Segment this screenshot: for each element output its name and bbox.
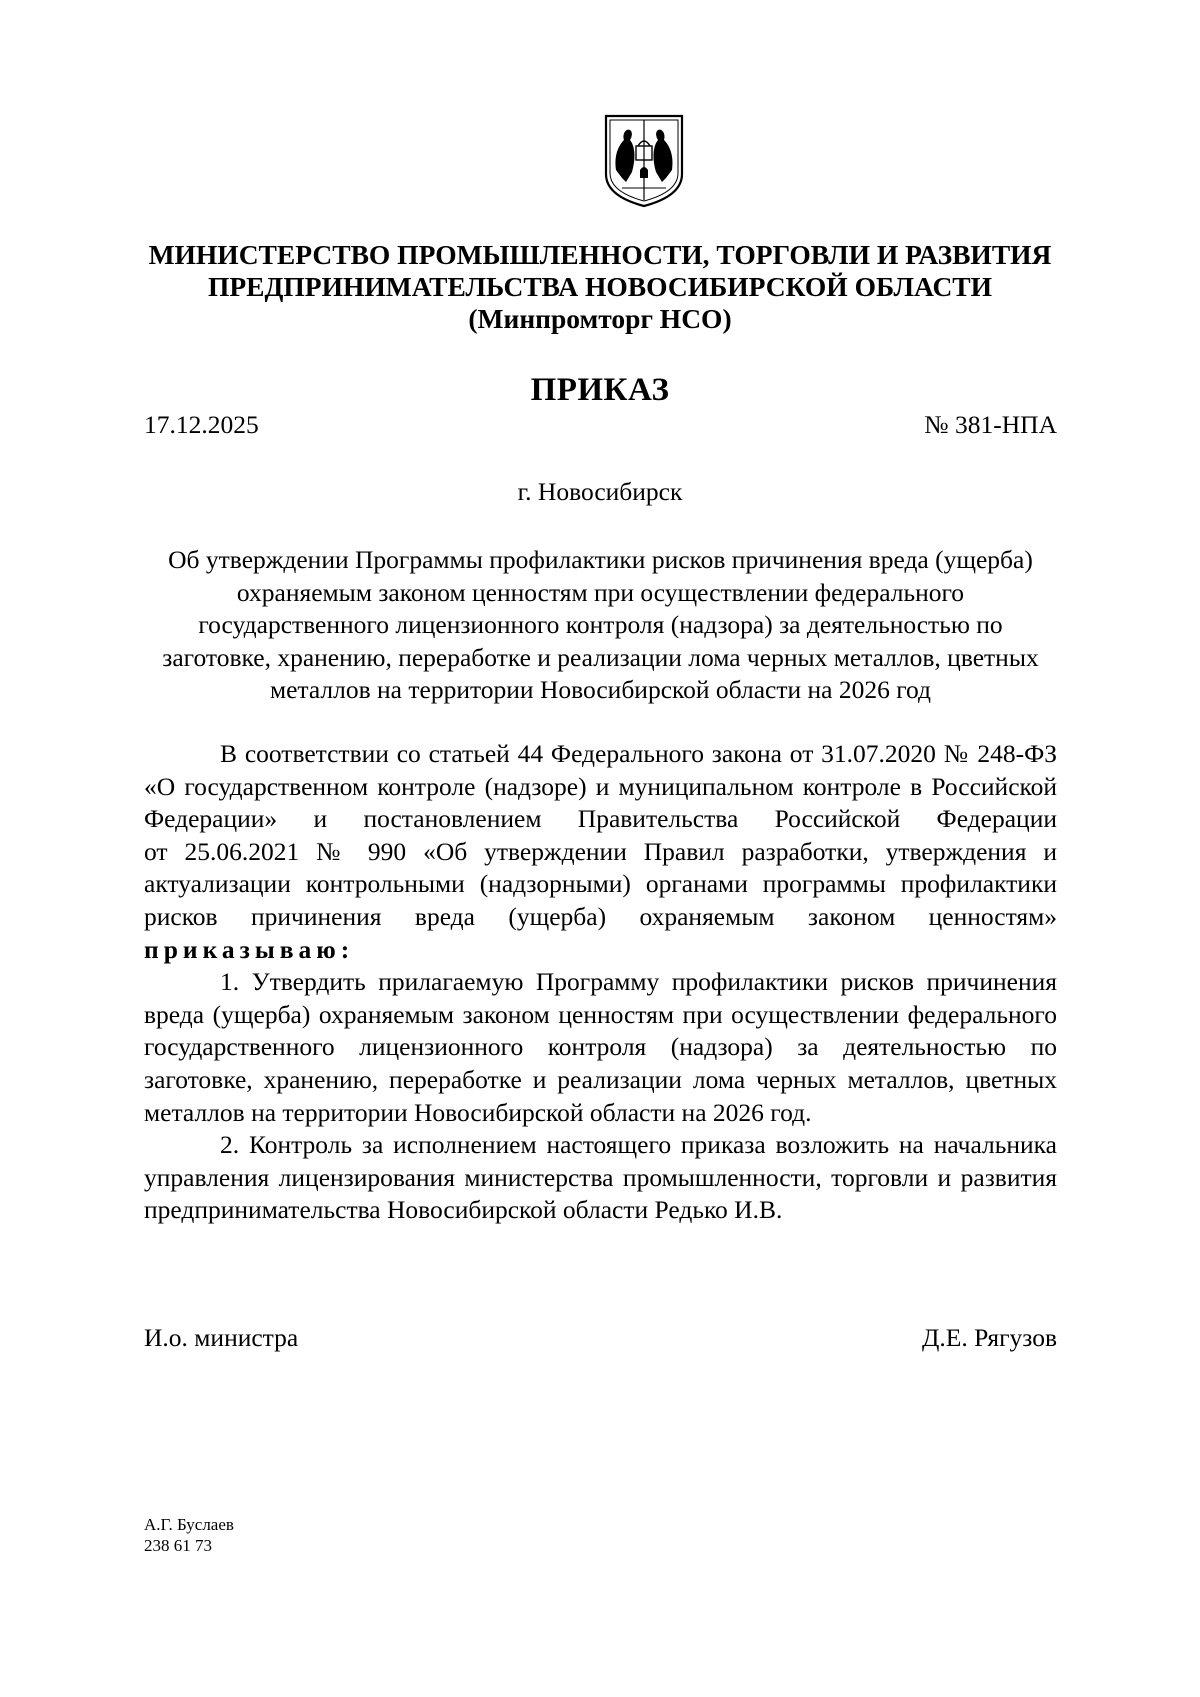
executor-name: А.Г. Буслаев (144, 1515, 234, 1534)
preamble-line: от 25.06.2021 № 990 «Об утверждении Правил разработки, утверждения и (144, 836, 1057, 866)
item-1-line: металлов на территории Новосибирской области на 2026 год. (144, 1097, 812, 1127)
subject-line: металлов на территории Новосибирской области на 2026 год (269, 675, 932, 705)
item-2-line: предпринимательства Новосибирской области Редько И.В. (144, 1195, 783, 1225)
document-type-title: ПРИКАЗ (530, 372, 670, 408)
item-1-line: заготовке, хранению, переработке и реализации лома черных металлов, цветных (144, 1064, 1057, 1094)
order-word: приказываю: (144, 934, 355, 964)
preamble-line: рисков причинения вреда (ущерба) охраняемым законом ценностям» (144, 901, 1057, 931)
document-date: 17.12.2025 (144, 410, 259, 439)
item-1-line: вреда (ущерба) охраняемым законом ценностям при осуществлении федерального (144, 999, 1057, 1029)
executor-phone: 238 61 73 (144, 1536, 212, 1555)
executor-info (144, 1514, 234, 1556)
document-number: № 381-НПА (924, 410, 1057, 439)
item-2-line: 2. Контроль за исполнением настоящего приказа возложить на начальника (220, 1130, 1057, 1160)
preamble-line: Федерации» и постановлением Правительства Российской Федерации (144, 804, 1057, 834)
subject-line: государственного лицензионного контроля (надзора) за деятельностью по (198, 610, 1003, 640)
ministry-short-name: (Минпромторг НСО) (468, 303, 732, 334)
item-2-line: управления лицензирования министерства промышленности, торговли и развития (144, 1162, 1057, 1192)
preamble-line: актуализации контрольными (надзорными) органами программы профилактики (144, 869, 1057, 899)
subject-line: Об утверждении Программы профилактики рисков причинения вреда (ущерба) (168, 545, 1033, 574)
order-body (144, 738, 1057, 1227)
subject-line: заготовке, хранению, переработке и реализации лома черных металлов, цветных (162, 642, 1039, 672)
order-subject (144, 544, 1057, 707)
ministry-name-line-1: МИНИСТЕРСТВО ПРОМЫШЛЕННОСТИ, ТОРГОВЛИ И РАЗВИТИЯ (148, 239, 1052, 270)
signatory-position: И.о. министра (144, 1323, 299, 1352)
preamble-line: В соответствии со статьей 44 Федерального закона от 31.07.2020 № 248-ФЗ (220, 739, 1057, 768)
item-1-line: государственного лицензионного контроля (надзора) за деятельностью по (144, 1032, 1057, 1062)
preamble-line: «О государственном контроле (надзоре) и муниципальном контроле в Российской (144, 771, 1057, 801)
ministry-name-line-2: ПРЕДПРИНИМАТЕЛЬСТВА НОВОСИБИРСКОЙ ОБЛАСТИ (207, 271, 993, 302)
novosibirsk-coat-of-arms-icon (602, 112, 686, 210)
document-city: г. Новосибирск (517, 477, 683, 506)
item-1-line: 1. Утвердить прилагаемую Программу профилактики рисков причинения (220, 967, 1057, 997)
subject-line: охраняемым законом ценностям при осуществлении федерального (236, 577, 965, 607)
signatory-name: Д.Е. Рягузов (922, 1323, 1057, 1352)
